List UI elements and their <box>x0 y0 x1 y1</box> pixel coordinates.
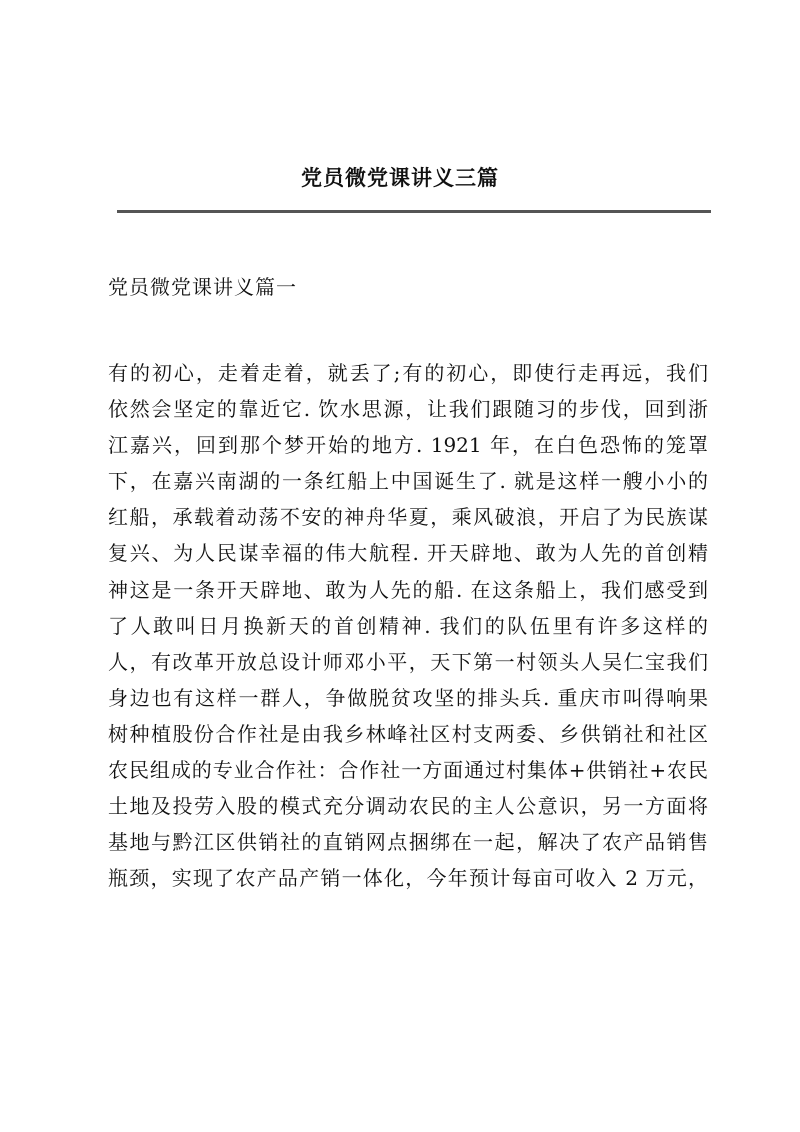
body-line: 土地及投劳入股的模式充分调动农民的主人公意识，另一方面将 <box>108 794 708 819</box>
document-title: 党员微党课讲义三篇 <box>301 165 499 190</box>
body-line: 江嘉兴，回到那个梦开始的地方. 1921 年，在白色恐怖的笼罩 <box>108 433 708 458</box>
body-line: 下，在嘉兴南湖的一条红船上中国诞生了. 就是这样一艘小小的 <box>108 469 708 494</box>
body-line: 身边也有这样一群人，争做脱贫攻坚的排头兵. 重庆市叫得响果 <box>108 685 708 710</box>
body-line: 了人敢叫日月换新天的首创精神. 我们的队伍里有许多这样的 <box>108 613 708 638</box>
title-divider <box>117 210 711 213</box>
body-line: 复兴、为人民谋幸福的伟大航程. 开天辟地、敢为人先的首创精 <box>108 541 708 566</box>
body-line: 树种植股份合作社是由我乡林峰社区村支两委、乡供销社和社区 <box>108 721 708 746</box>
body-line: 人，有改革开放总设计师邓小平，天下第一村领头人吴仁宝我们 <box>108 649 708 674</box>
body-line: 神这是一条开天辟地、敢为人先的船. 在这条船上，我们感受到 <box>108 577 708 602</box>
body-line: 基地与黔江区供销社的直销网点捆绑在一起，解决了农产品销售 <box>108 830 708 855</box>
body-line: 有的初心，走着走着，就丢了;有的初心，即使行走再远，我们 <box>108 361 708 385</box>
body-line: 红船，承载着动荡不安的神舟华夏，乘风破浪，开启了为民族谋 <box>108 505 708 530</box>
body-line: 农民组成的专业合作社：合作社一方面通过村集体+供销社+农民 <box>108 758 708 783</box>
body-paragraph <box>108 355 708 896</box>
body-line: 瓶颈，实现了农产品产销一体化，今年预计每亩可收入 2 万元， <box>108 866 708 891</box>
section-heading: 党员微党课讲义篇一 <box>108 275 297 299</box>
body-line: 依然会坚定的靠近它. 饮水思源，让我们跟随习的步伐，回到浙 <box>108 397 708 422</box>
